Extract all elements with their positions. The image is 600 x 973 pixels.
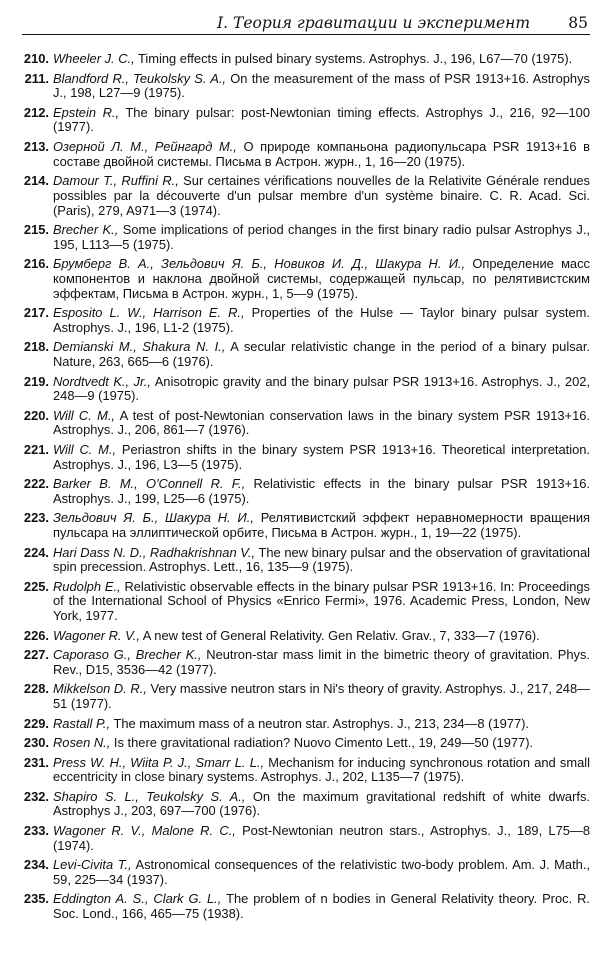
reference-number: 230.	[23, 735, 49, 751]
reference-text: A secular relativistic change in the period of a binary pulsar. Nature, 263, 665—6 (1976).	[53, 339, 590, 370]
reference-text: Relativistic observable effects in the binary pulsar PSR 1913+16. In: Proceedings of the International School of Physics «Enrico Fermi», 1976. Academic Press, London, New York, 1977.	[53, 578, 590, 624]
reference-text: Mechanism for inducing synchronous rotation and small eccentricity in close binary systems. Astrophys. J., 202, L135—7 (1975).	[53, 754, 590, 785]
reference-number: 216.	[23, 256, 49, 272]
reference-entry	[12, 858, 590, 887]
reference-entry	[12, 629, 590, 644]
reference-authors: Levi-Civita T.,	[53, 857, 132, 873]
reference-text: The binary pulsar: post-Newtonian timing effects. Astrophys J., 216, 92—100 (1977).	[53, 104, 590, 135]
reference-authors: Demianski M., Shakura N. I.,	[53, 339, 226, 355]
reference-list	[12, 52, 590, 927]
reference-authors: Will C. M.,	[53, 441, 117, 457]
reference-authors: Rosen N.,	[53, 735, 111, 751]
reference-number: 220.	[23, 407, 49, 423]
reference-authors: Brecher K.,	[53, 222, 119, 238]
reference-entry	[12, 223, 590, 252]
reference-entry	[12, 717, 590, 732]
reference-entry	[12, 682, 590, 711]
reference-number: 229.	[23, 715, 49, 731]
reference-text: Periastron shifts in the binary system PSR 1913+16. Theoretical interpretation. Astrophys. J., 196, L3—5 (1975).	[53, 441, 590, 472]
reference-entry	[12, 409, 590, 438]
reference-entry	[12, 340, 590, 369]
reference-number: 222.	[23, 476, 49, 492]
chapter-title: I. Теория гравитации и эксперимент	[217, 14, 531, 32]
reference-number: 211.	[24, 70, 49, 86]
reference-authors: Зельдович Я. Б., Шакура Н. И.,	[53, 510, 254, 526]
reference-text: Определение масс компонентов и наклона двойной системы, содержащей пульсар, по релятивистским эффектам, Письма в Астрон. журн., 1, 5—9 (1975).	[53, 256, 590, 301]
reference-entry	[12, 546, 590, 575]
reference-authors: Esposito L. W., Harrison E. R.,	[53, 305, 245, 321]
reference-entry	[12, 736, 590, 751]
reference-entry	[12, 306, 590, 335]
reference-entry	[12, 72, 590, 101]
reference-number: 226.	[23, 627, 49, 643]
page-number: 85	[568, 14, 588, 32]
reference-entry	[12, 257, 590, 301]
reference-number: 217.	[23, 305, 49, 321]
reference-text: The problem of n bodies in General Relativity theory. Proc. R. Soc. Lond., 166, 465—75 (1938).	[53, 891, 591, 922]
running-header	[22, 10, 590, 35]
reference-number: 221.	[23, 441, 49, 457]
reference-entry	[12, 477, 590, 506]
reference-text: Post-Newtonian neutron stars., Astrophys. J., 189, L75—8 (1974).	[53, 822, 590, 853]
reference-entry	[12, 790, 590, 819]
reference-text: Relativistic effects in the binary pulsar PSR 1913+16. Astrophys. J., 199, L25—6 (1975).	[53, 476, 591, 506]
reference-authors: Озерной Л. М., Рейнгард М.,	[53, 138, 237, 154]
reference-number: 225.	[23, 578, 49, 594]
reference-authors: Shapiro S. L., Teukolsky S. A.,	[53, 788, 246, 804]
reference-number: 215.	[23, 222, 49, 238]
reference-entry	[12, 106, 590, 135]
reference-number: 210.	[23, 51, 49, 66]
reference-authors: Barker B. M., O'Connell R. F.,	[53, 476, 246, 492]
reference-text: Anisotropic gravity and the binary pulsar PSR 1913+16. Astrophys. J., 202, 248—9 (1975).	[53, 373, 591, 404]
reference-authors: Rudolph E.,	[53, 578, 121, 594]
reference-text: Neutron-star mass limit in the bimetric theory of gravitation. Phys. Rev., D15, 3536—42 (1977).	[53, 647, 590, 677]
reference-number: 234.	[23, 857, 49, 873]
reference-number: 227.	[23, 647, 49, 663]
reference-text: Very massive neutron stars in Ni's theory of gravity. Astrophys. J., 217, 248—51 (1977).	[53, 681, 591, 712]
reference-authors: Will C. M.,	[53, 407, 115, 423]
reference-entry	[12, 443, 590, 472]
reference-text: The maximum mass of a neutron star. Astrophys. J., 213, 234—8 (1977).	[110, 715, 530, 731]
reference-entry	[12, 824, 590, 853]
reference-authors: Blandford R., Teukolsky S. A.,	[53, 70, 226, 86]
reference-entry	[12, 174, 590, 218]
reference-number: 213.	[23, 138, 49, 154]
reference-number: 219.	[23, 373, 49, 389]
reference-number: 235.	[23, 891, 49, 907]
reference-entry	[12, 511, 590, 540]
reference-number: 214.	[23, 173, 49, 189]
reference-text: Properties of the Hulse — Taylor binary pulsar system. Astrophys. J., 196, L1-2 (1975).	[53, 305, 590, 335]
reference-authors: Wagoner R. V., Malone R. C.,	[53, 822, 236, 838]
reference-text: The new binary pulsar and the observation of gravitational spin precession. Astrophys. Lett., 16, 135—9 (1975).	[53, 544, 590, 575]
reference-entry	[12, 892, 590, 921]
reference-authors: Брумберг В. А., Зельдович Я. Б., Новиков И. Д., Шакура Н. И.,	[53, 256, 466, 272]
reference-text: On the maximum gravitational redshift of white dwarfs. Astrophys J., 203, 697—700 (1976).	[53, 788, 590, 819]
reference-entry	[12, 140, 590, 169]
reference-number: 228.	[23, 681, 49, 697]
reference-authors: Eddington A. S., Clark G. L.,	[53, 891, 222, 907]
reference-text: A test of post-Newtonian conservation laws in the binary system PSR 1913+16. Astrophys. J., 206, 861—7 (1976).	[53, 407, 590, 438]
reference-authors: Wagoner R. V.,	[53, 627, 140, 643]
reference-entry	[12, 52, 590, 67]
reference-authors: Mikkelson D. R.,	[53, 681, 147, 697]
reference-authors: Rastall P.,	[53, 715, 111, 731]
reference-number: 223.	[23, 510, 49, 526]
reference-text: A new test of General Relativity. Gen Relativ. Grav., 7, 333—7 (1976).	[139, 627, 540, 643]
reference-text: Timing effects in pulsed binary systems. Astrophys. J., 196, L67—70 (1975).	[134, 51, 573, 66]
reference-number: 218.	[23, 339, 49, 355]
reference-text: О природе компаньона радиопульсара PSR 1913+16 в составе двойной системы. Письма в Астрон. журн., 1, 16—20 (1975).	[53, 138, 590, 169]
reference-number: 231.	[23, 754, 49, 770]
reference-authors: Hari Dass N. D., Radhakrishnan V.,	[53, 544, 256, 560]
reference-authors: Wheeler J. C.,	[53, 51, 135, 66]
reference-authors: Epstein R.,	[53, 104, 120, 120]
reference-number: 233.	[23, 822, 49, 838]
reference-entry	[12, 375, 590, 404]
reference-authors: Nordtvedt K., Jr.,	[53, 373, 151, 389]
reference-number: 232.	[23, 788, 49, 804]
reference-entry	[12, 648, 590, 677]
reference-authors: Caporaso G., Brecher K.,	[53, 647, 202, 663]
reference-entry	[12, 756, 590, 785]
reference-text: Astronomical consequences of the relativistic two-body problem. Am. J. Math., 59, 225—34 (1937).	[53, 857, 591, 887]
reference-entry	[12, 580, 590, 624]
reference-number: 224.	[23, 544, 49, 560]
reference-number: 212.	[23, 104, 49, 120]
reference-authors: Press W. H., Wiita P. J., Smarr L. L.,	[53, 754, 265, 770]
reference-text: Is there gravitational radiation? Nuovo Cimento Lett., 19, 249—50 (1977).	[110, 735, 534, 751]
reference-text: Sur certaines vérifications nouvelles de la Relativite Générale rendues possibles par la découverte d'un pulsar membre d'un système binaire. C. R. Acad. Sci. (Paris), 279, A971—3 (1974).	[53, 173, 590, 218]
reference-authors: Damour T., Ruffini R.,	[53, 173, 179, 189]
reference-text: Some implications of period changes in the first binary radio pulsar Astrophys J., 195, L113—5 (1975).	[53, 222, 590, 252]
reference-text: On the measurement of the mass of PSR 1913+16. Astrophys J., 198, L27—9 (1975).	[53, 70, 590, 101]
reference-text: Релятивистский эффект неравномерности вращения пульсара на эллиптической орбите, Письма в Астрон. журн., 1, 19—22 (1975).	[53, 510, 590, 541]
